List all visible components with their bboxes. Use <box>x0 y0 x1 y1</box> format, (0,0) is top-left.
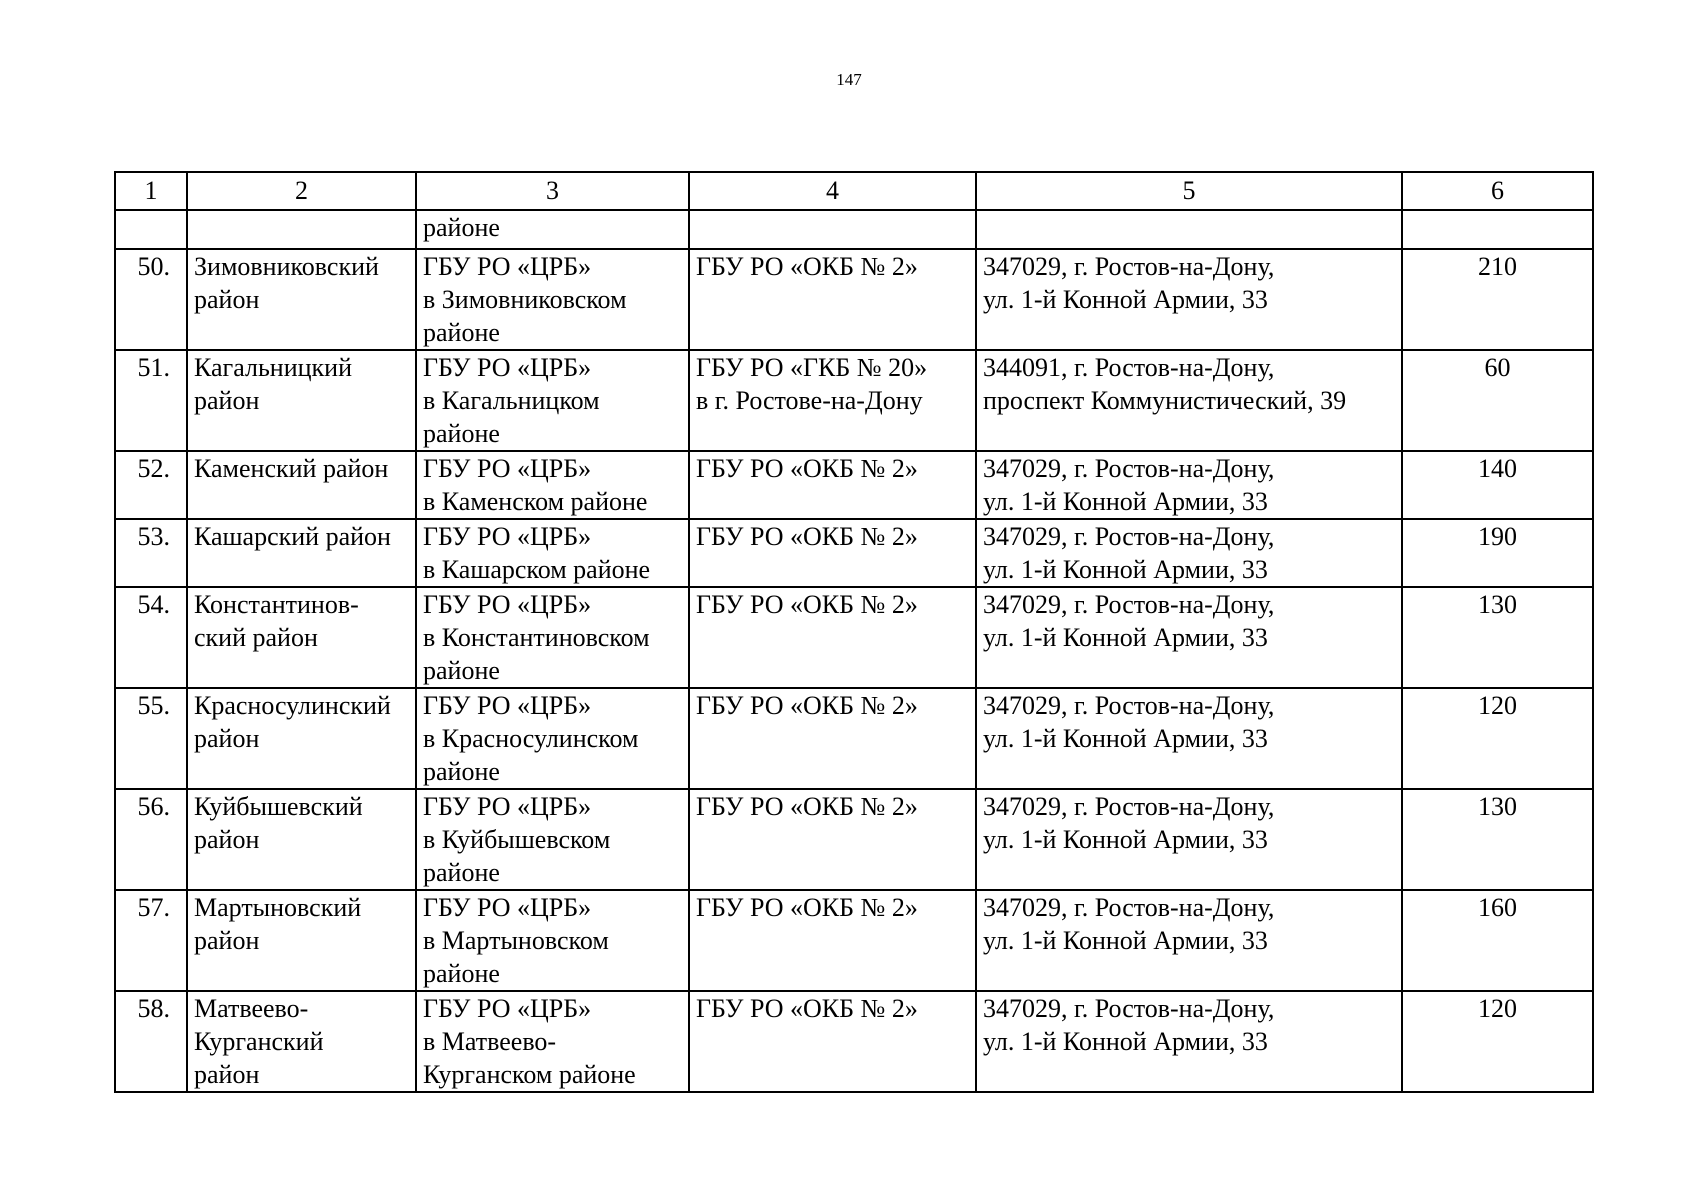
cell-address <box>976 350 1402 451</box>
cell-hospital <box>689 991 976 1092</box>
cell-line: 347029, г. Ростов-на-Дону, <box>983 252 1275 281</box>
cell-distance: 160 <box>1402 890 1593 991</box>
cell-address <box>976 249 1402 350</box>
cell-line: 347029, г. Ростов-на-Дону, <box>983 522 1275 551</box>
cell-line: районе <box>423 757 500 786</box>
cell-line: ул. 1-й Конной Армии, 33 <box>983 724 1268 753</box>
cell-hospital <box>689 350 976 451</box>
cell-num: 56. <box>115 789 187 890</box>
header-cell: 6 <box>1402 172 1593 210</box>
cell-line: Курганский <box>194 1027 324 1056</box>
cell-line: район <box>194 724 260 753</box>
cell-num: 55. <box>115 688 187 789</box>
cell-line: в Кагальницком <box>423 386 600 415</box>
cell-line: район <box>194 1060 260 1089</box>
cell-district <box>187 991 416 1092</box>
cell-num: 58. <box>115 991 187 1092</box>
cell-crb <box>416 451 689 519</box>
cell-distance: 130 <box>1402 587 1593 688</box>
cell-line: проспект Коммунистический, 39 <box>983 386 1347 415</box>
cell-line: 347029, г. Ростов-на-Дону, <box>983 792 1275 821</box>
cell-crb <box>416 688 689 789</box>
cell-address <box>976 451 1402 519</box>
cell-line: 347029, г. Ростов-на-Дону, <box>983 590 1275 619</box>
cell-line: Матвеево- <box>194 994 309 1023</box>
cell-line: ГБУ РО «ЦРБ» <box>423 252 592 281</box>
header-cell: 4 <box>689 172 976 210</box>
header-cell: 5 <box>976 172 1402 210</box>
cell-hospital <box>689 249 976 350</box>
cell-line: ГБУ РО «ГКБ № 20» <box>696 353 928 382</box>
table-row <box>115 249 1593 350</box>
cell-line: район <box>194 285 260 314</box>
cell-address <box>976 991 1402 1092</box>
cell-line: ГБУ РО «ЦРБ» <box>423 522 592 551</box>
cell-line: ул. 1-й Конной Армии, 33 <box>983 926 1268 955</box>
cell-distance: 140 <box>1402 451 1593 519</box>
cell-address <box>976 890 1402 991</box>
table-row <box>115 991 1593 1092</box>
hospital-routing-table <box>114 171 1594 1093</box>
page-number: 147 <box>836 70 862 89</box>
cell-address <box>976 210 1402 249</box>
cell-address <box>976 519 1402 587</box>
cell-hospital <box>689 587 976 688</box>
cell-crb <box>416 249 689 350</box>
cell-line: в Красносулинском <box>423 724 639 753</box>
cell-line: 344091, г. Ростов-на-Дону, <box>983 353 1275 382</box>
cell-line: ГБУ РО «ОКБ № 2» <box>696 893 918 922</box>
header-cell: 2 <box>187 172 416 210</box>
cell-num: 54. <box>115 587 187 688</box>
cell-num: 53. <box>115 519 187 587</box>
cell-distance: 210 <box>1402 249 1593 350</box>
cell-hospital <box>689 519 976 587</box>
cell-district <box>187 249 416 350</box>
cell-line: в Зимовниковском <box>423 285 627 314</box>
cell-line: ГБУ РО «ОКБ № 2» <box>696 252 918 281</box>
cell-line: ул. 1-й Конной Армии, 33 <box>983 825 1268 854</box>
cell-line: ГБУ РО «ЦРБ» <box>423 454 592 483</box>
cell-line: 347029, г. Ростов-на-Дону, <box>983 691 1275 720</box>
cell-line: 347029, г. Ростов-на-Дону, <box>983 994 1275 1023</box>
cell-address <box>976 688 1402 789</box>
cell-line: район <box>194 825 260 854</box>
cell-line: район <box>194 926 260 955</box>
cell-line: в г. Ростове-на-Дону <box>696 386 923 415</box>
cell-district <box>187 210 416 249</box>
cell-line: в Матвеево- <box>423 1027 557 1056</box>
cell-line: Кагальницкий <box>194 353 353 382</box>
cell-line: 347029, г. Ростов-на-Дону, <box>983 893 1275 922</box>
header-cell: 3 <box>416 172 689 210</box>
cell-line: в Куйбышевском <box>423 825 611 854</box>
cell-crb <box>416 210 689 249</box>
cell-line: ул. 1-й Конной Армии, 33 <box>983 1027 1268 1056</box>
cell-line: районе <box>423 858 500 887</box>
table-row <box>115 451 1593 519</box>
cell-line: в Мартыновском <box>423 926 609 955</box>
table-row <box>115 890 1593 991</box>
cell-line: ГБУ РО «ЦРБ» <box>423 893 592 922</box>
cell-district <box>187 688 416 789</box>
cell-num: 52. <box>115 451 187 519</box>
cell-line: ул. 1-й Конной Армии, 33 <box>983 555 1268 584</box>
cell-line: ский район <box>194 623 318 652</box>
cell-district <box>187 451 416 519</box>
cell-line: районе <box>423 318 500 347</box>
cell-line: Мартыновский <box>194 893 362 922</box>
cell-distance: 130 <box>1402 789 1593 890</box>
cell-line: ГБУ РО «ЦРБ» <box>423 691 592 720</box>
cell-line: ГБУ РО «ОКБ № 2» <box>696 454 918 483</box>
cell-distance: 120 <box>1402 991 1593 1092</box>
table-row <box>115 789 1593 890</box>
cell-district <box>187 890 416 991</box>
cell-line: 347029, г. Ростов-на-Дону, <box>983 454 1275 483</box>
cell-distance: 120 <box>1402 688 1593 789</box>
cell-distance: 190 <box>1402 519 1593 587</box>
cell-crb <box>416 991 689 1092</box>
cell-line: Куйбышевский <box>194 792 363 821</box>
cell-crb <box>416 890 689 991</box>
table-row <box>115 688 1593 789</box>
cell-line: район <box>194 386 260 415</box>
header-cell: 1 <box>115 172 187 210</box>
cell-line: в Кашарском районе <box>423 555 651 584</box>
cell-line: ГБУ РО «ОКБ № 2» <box>696 792 918 821</box>
cell-line: Константинов- <box>194 590 359 619</box>
cell-crb <box>416 350 689 451</box>
cell-district <box>187 587 416 688</box>
cell-line: ГБУ РО «ЦРБ» <box>423 994 592 1023</box>
table-row <box>115 519 1593 587</box>
cell-num: 51. <box>115 350 187 451</box>
continuation-row <box>115 210 1593 249</box>
cell-district <box>187 350 416 451</box>
cell-crb <box>416 789 689 890</box>
cell-line: районе <box>423 213 500 242</box>
cell-line: Кашарский район <box>194 522 391 551</box>
cell-line: ГБУ РО «ОКБ № 2» <box>696 522 918 551</box>
cell-district <box>187 519 416 587</box>
cell-hospital <box>689 451 976 519</box>
cell-num <box>115 210 187 249</box>
cell-line: ГБУ РО «ЦРБ» <box>423 792 592 821</box>
cell-address <box>976 587 1402 688</box>
cell-line: районе <box>423 419 500 448</box>
cell-line: ул. 1-й Конной Армии, 33 <box>983 285 1268 314</box>
cell-line: в Каменском районе <box>423 487 648 516</box>
cell-line: ГБУ РО «ЦРБ» <box>423 590 592 619</box>
cell-distance: 60 <box>1402 350 1593 451</box>
cell-line: ГБУ РО «ОКБ № 2» <box>696 590 918 619</box>
cell-crb <box>416 519 689 587</box>
cell-line: районе <box>423 959 500 988</box>
cell-hospital <box>689 890 976 991</box>
table-row <box>115 350 1593 451</box>
header-row <box>115 172 1593 210</box>
cell-district <box>187 789 416 890</box>
cell-line: ул. 1-й Конной Армии, 33 <box>983 623 1268 652</box>
cell-line: ул. 1-й Конной Армии, 33 <box>983 487 1268 516</box>
cell-hospital <box>689 688 976 789</box>
cell-line: Красносулинский <box>194 691 391 720</box>
cell-distance <box>1402 210 1593 249</box>
cell-hospital <box>689 789 976 890</box>
cell-line: Курганском районе <box>423 1060 636 1089</box>
cell-line: ГБУ РО «ЦРБ» <box>423 353 592 382</box>
cell-address <box>976 789 1402 890</box>
cell-line: в Константиновском <box>423 623 650 652</box>
cell-hospital <box>689 210 976 249</box>
table-row <box>115 587 1593 688</box>
cell-crb <box>416 587 689 688</box>
cell-line: ГБУ РО «ОКБ № 2» <box>696 994 918 1023</box>
cell-num: 50. <box>115 249 187 350</box>
cell-num: 57. <box>115 890 187 991</box>
cell-line: ГБУ РО «ОКБ № 2» <box>696 691 918 720</box>
cell-line: районе <box>423 656 500 685</box>
cell-line: Каменский район <box>194 454 389 483</box>
cell-line: Зимовниковский <box>194 252 379 281</box>
